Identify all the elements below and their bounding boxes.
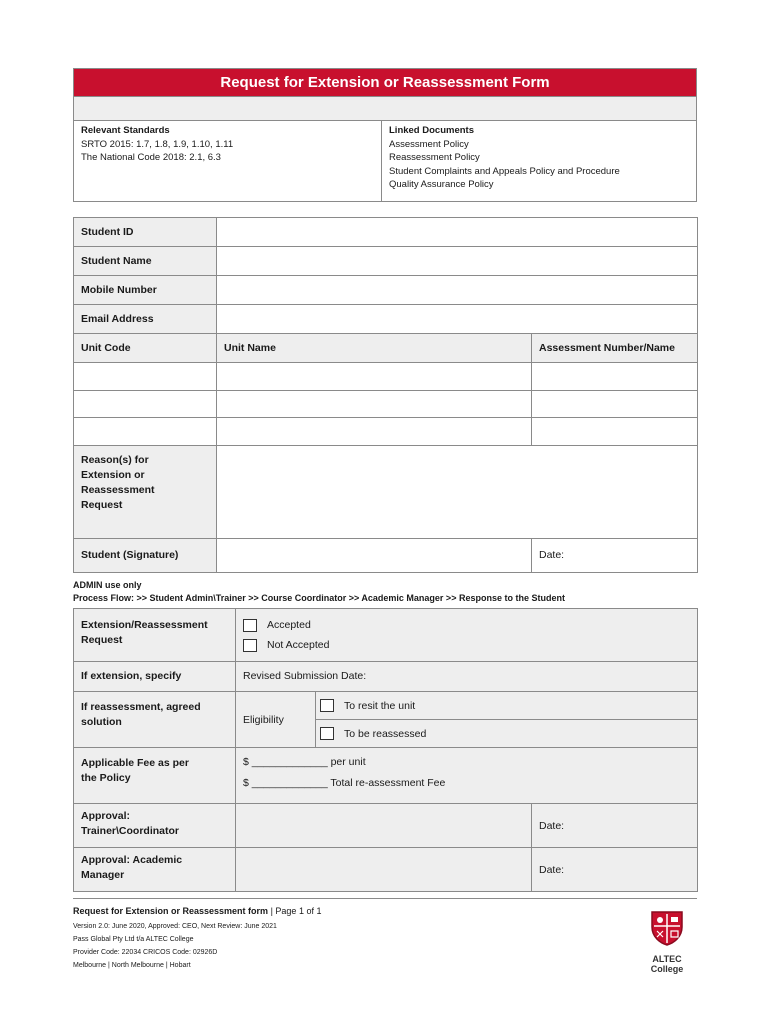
linked-documents-heading: Linked Documents bbox=[389, 125, 474, 136]
assessment-cell[interactable] bbox=[532, 391, 698, 418]
reassessed-option[interactable] bbox=[316, 720, 697, 747]
fee-per-unit-field[interactable]: $ _____________ per unit bbox=[243, 756, 366, 768]
relevant-standard-line: The National Code 2018: 2.1, 6.3 bbox=[81, 152, 221, 163]
if-reassessment-label bbox=[74, 692, 236, 748]
assessment-header: Assessment Number/Name bbox=[532, 334, 698, 363]
form-page bbox=[73, 68, 697, 892]
student-id-field[interactable] bbox=[217, 218, 698, 247]
altec-logo bbox=[642, 909, 692, 974]
reasons-label-line: Request bbox=[81, 499, 123, 511]
fee-label-line: the Policy bbox=[81, 772, 131, 784]
unit-name-header: Unit Name bbox=[217, 334, 532, 363]
if-extension-label: If extension, specify bbox=[74, 662, 236, 692]
eligibility-label: Eligibility bbox=[236, 692, 316, 748]
approval-trainer-label-line: Approval: bbox=[81, 810, 131, 822]
footer-version: Version 2.0: June 2020, Approved: CEO, Next Review: June 2021 bbox=[73, 923, 277, 930]
eligibility-options bbox=[316, 692, 698, 748]
accepted-option[interactable] bbox=[243, 615, 690, 635]
reasons-label-line: Extension or bbox=[81, 469, 145, 481]
request-decision bbox=[236, 609, 698, 662]
fee-total-field[interactable]: $ _____________ Total re-assessment Fee bbox=[243, 777, 446, 789]
email-address-field[interactable] bbox=[217, 305, 698, 334]
fee-details bbox=[236, 748, 698, 804]
signature-date-field[interactable]: Date: bbox=[532, 539, 698, 573]
unit-name-cell[interactable] bbox=[217, 418, 532, 446]
footer-org-line: Provider Code: 22034 CRICOS Code: 02926D bbox=[73, 949, 218, 956]
accepted-checkbox[interactable] bbox=[243, 619, 257, 632]
process-flow: Process Flow: >> Student Admin\Trainer >> Course Coordinator >> Academic Manager >> Response to the Student bbox=[73, 593, 565, 603]
reasons-label bbox=[74, 446, 217, 539]
linked-document: Quality Assurance Policy bbox=[389, 179, 494, 190]
unit-code-cell[interactable] bbox=[74, 418, 217, 446]
footer-page: Page 1 of 1 bbox=[275, 906, 322, 916]
assessment-cell[interactable] bbox=[532, 363, 698, 391]
resit-option[interactable] bbox=[316, 692, 697, 720]
admin-heading-block bbox=[73, 579, 697, 605]
linked-document: Student Complaints and Appeals Policy and Procedure bbox=[389, 165, 620, 177]
mobile-number-label: Mobile Number bbox=[74, 276, 217, 305]
shield-icon bbox=[649, 909, 685, 947]
standards-block bbox=[73, 121, 697, 202]
extension-request-label-line: Request bbox=[81, 634, 123, 646]
admin-table bbox=[73, 608, 698, 892]
resit-label: To resit the unit bbox=[344, 699, 416, 712]
unit-code-header: Unit Code bbox=[74, 334, 217, 363]
fee-label bbox=[74, 748, 236, 804]
student-name-label: Student Name bbox=[74, 247, 217, 276]
assessment-cell[interactable] bbox=[532, 418, 698, 446]
linked-documents bbox=[382, 121, 696, 201]
reassessed-checkbox[interactable] bbox=[320, 727, 334, 740]
logo-text: ALTEC College bbox=[650, 954, 684, 974]
relevant-standards bbox=[74, 121, 382, 201]
extension-request-label bbox=[74, 609, 236, 662]
reassessed-label: To be reassessed bbox=[344, 727, 427, 740]
approval-manager-label bbox=[74, 848, 236, 892]
approval-trainer-label bbox=[74, 804, 236, 848]
approval-trainer-date[interactable]: Date: bbox=[532, 804, 698, 848]
not-accepted-label: Not Accepted bbox=[267, 639, 330, 651]
relevant-standard-line: SRTO 2015: 1.7, 1.8, 1.9, 1.10, 1.11 bbox=[81, 138, 234, 150]
accepted-label: Accepted bbox=[267, 619, 311, 631]
approval-manager-signature[interactable] bbox=[236, 848, 532, 892]
mobile-number-field[interactable] bbox=[217, 276, 698, 305]
signature-label: Student (Signature) bbox=[74, 539, 217, 573]
unit-code-cell[interactable] bbox=[74, 391, 217, 418]
unit-code-cell[interactable] bbox=[74, 363, 217, 391]
not-accepted-option[interactable] bbox=[243, 635, 690, 655]
footer-org-line: Pass Global Pty Ltd t/a ALTEC College bbox=[73, 936, 194, 943]
title-spacer bbox=[73, 97, 697, 121]
reasons-field[interactable] bbox=[217, 446, 698, 539]
unit-name-cell[interactable] bbox=[217, 363, 532, 391]
if-reassessment-label-line: If reassessment, agreed bbox=[81, 701, 201, 713]
linked-document: Assessment Policy bbox=[389, 138, 469, 150]
footer-separator: | bbox=[270, 906, 276, 916]
reasons-label-line: Reason(s) for bbox=[81, 454, 149, 466]
fee-label-line: Applicable Fee as per bbox=[81, 757, 189, 769]
linked-document: Reassessment Policy bbox=[389, 152, 480, 163]
student-details-table bbox=[73, 217, 698, 573]
approval-trainer-label-line: Trainer\Coordinator bbox=[81, 825, 180, 837]
email-address-label: Email Address bbox=[74, 305, 217, 334]
student-name-field[interactable] bbox=[217, 247, 698, 276]
signature-field[interactable] bbox=[217, 539, 532, 573]
extension-request-label-line: Extension/Reassessment bbox=[81, 619, 208, 631]
student-id-label: Student ID bbox=[74, 218, 217, 247]
admin-heading: ADMIN use only bbox=[73, 580, 142, 590]
approval-manager-date[interactable]: Date: bbox=[532, 848, 698, 892]
footer-form-name: Request for Extension or Reassessment form bbox=[73, 906, 269, 916]
footer-form-line bbox=[73, 905, 697, 917]
resit-checkbox[interactable] bbox=[320, 699, 334, 712]
page-footer bbox=[73, 898, 697, 974]
approval-manager-label-line: Approval: Academic bbox=[81, 854, 183, 866]
approval-manager-label-line: Manager bbox=[81, 869, 125, 881]
unit-name-cell[interactable] bbox=[217, 391, 532, 418]
footer-org-line: Melbourne | North Melbourne | Hobart bbox=[73, 962, 191, 969]
approval-trainer-signature[interactable] bbox=[236, 804, 532, 848]
not-accepted-checkbox[interactable] bbox=[243, 639, 257, 652]
reasons-label-line: Reassessment bbox=[81, 484, 155, 496]
if-reassessment-label-line: solution bbox=[81, 716, 122, 728]
revised-date-field[interactable]: Revised Submission Date: bbox=[236, 662, 698, 692]
relevant-standards-heading: Relevant Standards bbox=[81, 125, 170, 136]
form-title: Request for Extension or Reassessment Form bbox=[73, 68, 697, 97]
